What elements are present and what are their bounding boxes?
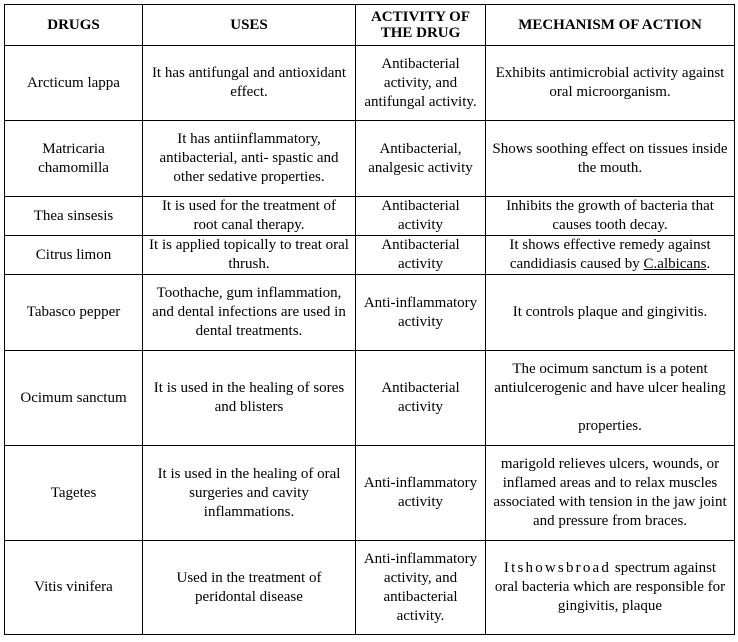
activity-cell: Antibacterial activity [356,351,486,446]
header-mechanism: MECHANISM OF ACTION [486,5,735,46]
activity-cell: Antibacterial activity [356,197,486,236]
mechanism-cell: marigold relieves ulcers, wounds, or inflamed areas and to relax muscles associated with tension in the jaw joint and pressure from braces. [486,446,735,541]
table-row [5,121,735,197]
species-name: C.albicans [643,256,707,272]
drug-cell: Matricaria chamomilla [5,121,143,197]
drug-cell: Tabasco pepper [5,275,143,351]
uses-cell: It is applied topically to treat oral thrush. [143,236,356,275]
activity-cell: Antibacterial activity [356,236,486,275]
mechanism-cell: Shows soothing effect on tissues inside the mouth. [486,121,735,197]
table-row [5,351,735,446]
drug-cell: Citrus limon [5,236,143,275]
drug-table [4,4,735,635]
table-row [5,236,735,275]
activity-cell: Anti-inflammatory activity, and antibacterial activity. [356,541,486,635]
uses-cell: Used in the treatment of peridontal disease [143,541,356,635]
activity-cell: Antibacterial activity, and antifungal activity. [356,46,486,121]
uses-cell: It has antifungal and antioxidant effect. [143,46,356,121]
drug-cell: Tagetes [5,446,143,541]
header-drugs: DRUGS [5,5,143,46]
mechanism-cell: Exhibits antimicrobial activity against oral microorganism. [486,46,735,121]
table-row [5,275,735,351]
table-row [5,541,735,635]
table-row [5,197,735,236]
activity-cell: Antibacterial, analgesic activity [356,121,486,197]
uses-cell: It has antiinflammatory, antibacterial, anti- spastic and other sedative properties. [143,121,356,197]
mechanism-cell: It controls plaque and gingivitis. [486,275,735,351]
mechanism-cell: The ocimum sanctum is a potent antiulcerogenic and have ulcer healing properties. [486,351,735,446]
activity-cell: Anti-inflammatory activity [356,275,486,351]
drug-cell: Thea sinsesis [5,197,143,236]
uses-cell: Toothache, gum inflammation, and dental infections are used in dental treatments. [143,275,356,351]
drug-cell: Ocimum sanctum [5,351,143,446]
uses-cell: It is used in the healing of oral surgeries and cavity inflammations. [143,446,356,541]
uses-cell: It is used for the treatment of root canal therapy. [143,197,356,236]
uses-cell: It is used in the healing of sores and blisters [143,351,356,446]
activity-cell: Anti-inflammatory activity [356,446,486,541]
drug-cell: Vitis vinifera [5,541,143,635]
mechanism-spaced-text: Itshowsbroad [503,560,612,576]
mechanism-text: spectrum against oral bacteria which are responsible for gingivitis, plaque [494,560,726,614]
mechanism-period: . [706,256,711,272]
table-row [5,46,735,121]
mechanism-text: It shows effective remedy against candidiasis caused by [509,237,711,272]
table-header-row [5,5,735,46]
table-row [5,446,735,541]
mechanism-cell [486,236,735,275]
drug-cell: Arcticum lappa [5,46,143,121]
header-activity: ACTIVITY OF THE DRUG [356,5,486,46]
mechanism-cell: Inhibits the growth of bacteria that causes tooth decay. [486,197,735,236]
mechanism-cell [486,541,735,635]
header-uses: USES [143,5,356,46]
